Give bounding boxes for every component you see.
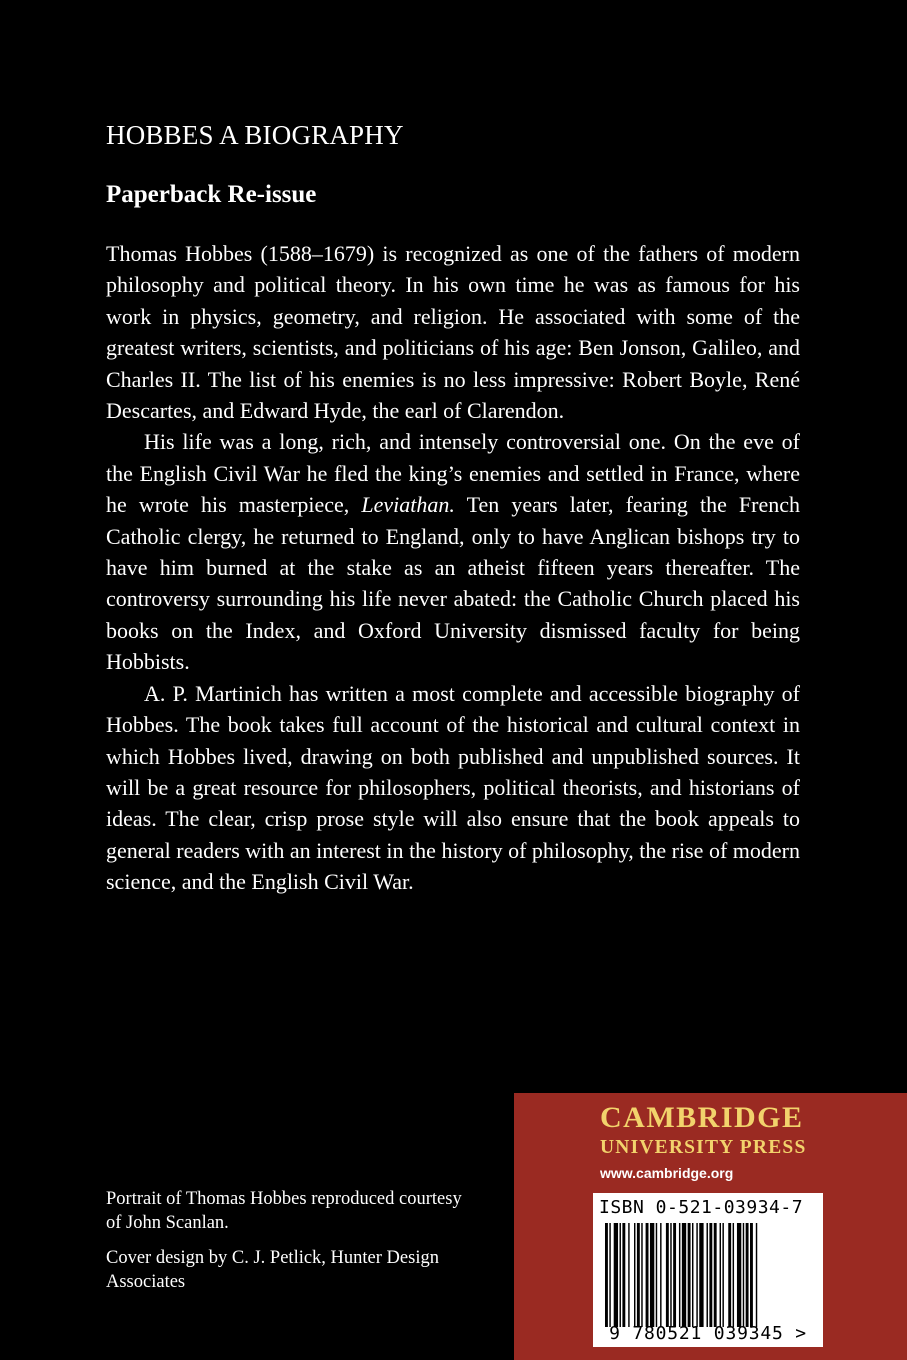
barcode-icon [603,1223,813,1327]
barcode-area [593,1193,823,1347]
portrait-credit: Portrait of Thomas Hobbes reproduced courtesy of John Scanlan. [106,1189,462,1233]
publisher-press: UNIVERSITY PRESS [600,1137,807,1158]
design-credit: Cover design by C. J. Petlick, Hunter Design Associates [106,1248,439,1292]
paragraph-2-text-start: His life was a long, rich, and intensely controversial one. On the eve of the English Civil War he fled the king’s enemies and settled in France, where he wrote his masterpiece, [106,429,800,518]
book-title: HOBBES A BIOGRAPHY [106,120,404,150]
isbn-number: ISBN 0-521-03934-7 [599,1197,804,1218]
description-paragraph-3: A. P. Martinich has written a most complete and accessible biography of Hobbes. The book takes full account of the historical and cultural context in which Hobbes lived, drawing on both published and unpublished sources. It will be a great resource for philosophers, political theorists, and historians of ideas. The clear, crisp prose style will also ensure that the book appeals to general readers with an interest in the history of philosophy, the rise of modern science, and the English Civil War. [106,680,800,895]
cover-credits [106,1188,466,1306]
barcode-digits: 9 780521 039345 > [609,1323,807,1344]
publisher-url: www.cambridge.org [600,1165,734,1181]
description-paragraph-1: Thomas Hobbes (1588–1679) is recognized as one of the fathers of modern philosophy and political theory. In his own time he was as famous for his work in physics, geometry, and religion. He associated with some of the greatest writers, scientists, and politicians of his age: Ben Jonson, Galileo, and Charles II. The list of his enemies is no less impressive: Robert Boyle, René Descartes, and Edward Hyde, the earl of Clarendon. [106,241,800,424]
paragraph-2-text-end: Ten years later, fearing the French Catholic clergy, he returned to England, only to have Anglican bishops try to have him burned at the stake as an atheist fifteen years thereafter. The controversy surrounding his life never abated: the Catholic Church placed his books on the Index, and Oxford University dismissed faculty for being Hobbists. [106,492,800,675]
leviathan-title: Leviathan. [361,492,455,518]
publisher-panel [514,1093,907,1360]
book-description [106,238,800,898]
description-paragraph-2 [106,426,800,677]
publisher-name: CAMBRIDGE [600,1101,804,1134]
edition-subtitle: Paperback Re-issue [106,181,317,208]
